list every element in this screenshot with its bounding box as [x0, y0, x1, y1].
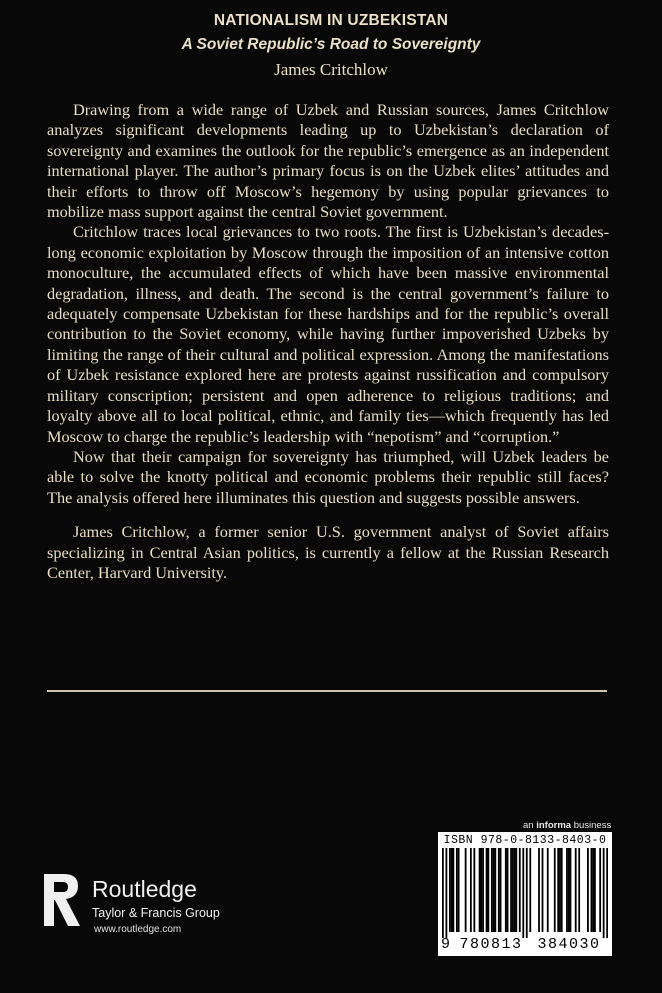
informa-tagline: [523, 820, 611, 831]
publisher-name: Routledge: [92, 876, 197, 902]
barcode-bar: [578, 848, 580, 932]
barcode-bar: [515, 848, 517, 932]
barcode-bar: [445, 848, 447, 938]
author-bio: James Critchlow, a former senior U.S. government analyst of Soviet affairs specializing in Central Asian politics, is currently a fellow at the Russian Research Center, Harvard University.: [47, 522, 609, 582]
barcode-bar: [500, 848, 502, 932]
informa-suffix: business: [571, 820, 612, 831]
barcode-bar: [570, 848, 572, 932]
informa-brand: informa: [536, 820, 572, 831]
barcode-bar: [519, 848, 521, 932]
barcode-bar: [458, 848, 460, 932]
barcode-bar: [479, 848, 481, 932]
blurb: [47, 100, 609, 583]
barcode-bar: [559, 848, 561, 932]
barcode-bar: [557, 848, 559, 932]
blurb-paragraph: Critchlow traces local grievances to two roots. The first is Uzbekistan’s decades-long economic exploitation by Moscow through the imposition of an intensive cotton monoculture, the accumulated effects of which have been massive environmental degradation, illness, and death. The second is the central government’s failure to adequately compensate Uzbekistan for these hardships and for the republic’s overall contribution to the Soviet economy, while having further impoverished Uzbeks by limiting the range of their cultural and political expression. Among the manifestations of Uzbek resistance explored here are protests against russification and compulsory military conscription; persistent and open adherence to religious traditions; and loyalty above all to local political, ethnic, and family ties—which frequently has led Moscow to charge the republic’s leadership with “nepotism” and “corruption.”: [47, 222, 609, 446]
barcode-bar: [566, 848, 568, 932]
barcode-bars: [442, 848, 608, 938]
barcode-bar: [452, 848, 454, 932]
barcode-bar: [465, 848, 467, 932]
barcode-bar: [592, 848, 594, 932]
publisher-url[interactable]: www.routledge.com: [94, 924, 182, 935]
barcode-bar: [507, 848, 509, 932]
barcode-bar: [568, 848, 570, 932]
barcode-bar: [482, 848, 484, 932]
barcode-bar: [512, 848, 514, 932]
barcode-bar: [505, 848, 507, 932]
informa-prefix: an: [523, 820, 537, 831]
barcode-bar: [514, 848, 516, 932]
isbn-barcode: [438, 832, 612, 956]
isbn-label: ISBN 978-0-8133-8403-0: [443, 834, 607, 847]
barcode-bar: [494, 848, 496, 932]
barcode-bar: [491, 848, 493, 932]
blurb-paragraph: Drawing from a wide range of Uzbek and Russian sources, James Critchlow analyzes significant developments leading up to Uzbekistan’s declaration of sovereignty and examines the outlook for the republic’s emergence as an independent international player. The author’s primary focus is on the Uzbek elites’ attitudes and their efforts to throw off Moscow’s hegemony by using popular grievances to mobilize mass support against the central Soviet government.: [47, 100, 609, 222]
barcode-bar: [522, 848, 524, 938]
barcode-bar: [591, 848, 593, 932]
book-title: NATIONALISM IN UZBEKISTAN: [213, 12, 449, 29]
barcode-bar: [486, 848, 488, 932]
barcode-bar: [480, 848, 482, 932]
blurb-paragraph: Now that their campaign for sovereignty has triumphed, will Uzbek leaders be able to solve the knotty political and economic problems their republic still faces? The analysis offered here illuminates this question and suggests possible answers.: [47, 446, 609, 507]
barcode-bar: [470, 848, 472, 932]
barcode-digits-right: 384030: [537, 936, 601, 953]
barcode-bar: [529, 848, 531, 932]
publisher-group: Taylor & Francis Group: [92, 906, 220, 920]
barcode-bar: [451, 848, 453, 932]
barcode-bar: [498, 848, 500, 932]
barcode-bar: [456, 848, 458, 932]
barcode-bar: [487, 848, 489, 932]
barcode-bar: [575, 848, 577, 932]
barcode-digits-left: 780813: [459, 936, 523, 953]
barcode-bar: [493, 848, 495, 932]
book-author: James Critchlow: [274, 60, 388, 79]
routledge-logo-icon: [40, 872, 84, 928]
barcode-digit-first: 9: [441, 936, 451, 953]
barcode-bar: [599, 848, 601, 932]
barcode-bar: [547, 848, 549, 932]
barcode-bar: [442, 848, 444, 938]
barcode-bar: [554, 848, 556, 932]
barcode-bar: [603, 848, 605, 938]
book-subtitle: A Soviet Republic’s Road to Sovereignty: [181, 36, 481, 53]
barcode-bar: [587, 848, 589, 932]
barcode-bar: [561, 848, 563, 932]
barcode-bar: [594, 848, 596, 932]
barcode-bar: [538, 848, 540, 932]
barcode-bar: [606, 848, 608, 938]
divider-rule: [47, 690, 607, 692]
barcode-bar: [473, 848, 475, 932]
barcode-bar: [449, 848, 451, 932]
barcode-bar: [542, 848, 544, 932]
barcode-bar: [510, 848, 512, 932]
barcode-bar: [526, 848, 528, 938]
